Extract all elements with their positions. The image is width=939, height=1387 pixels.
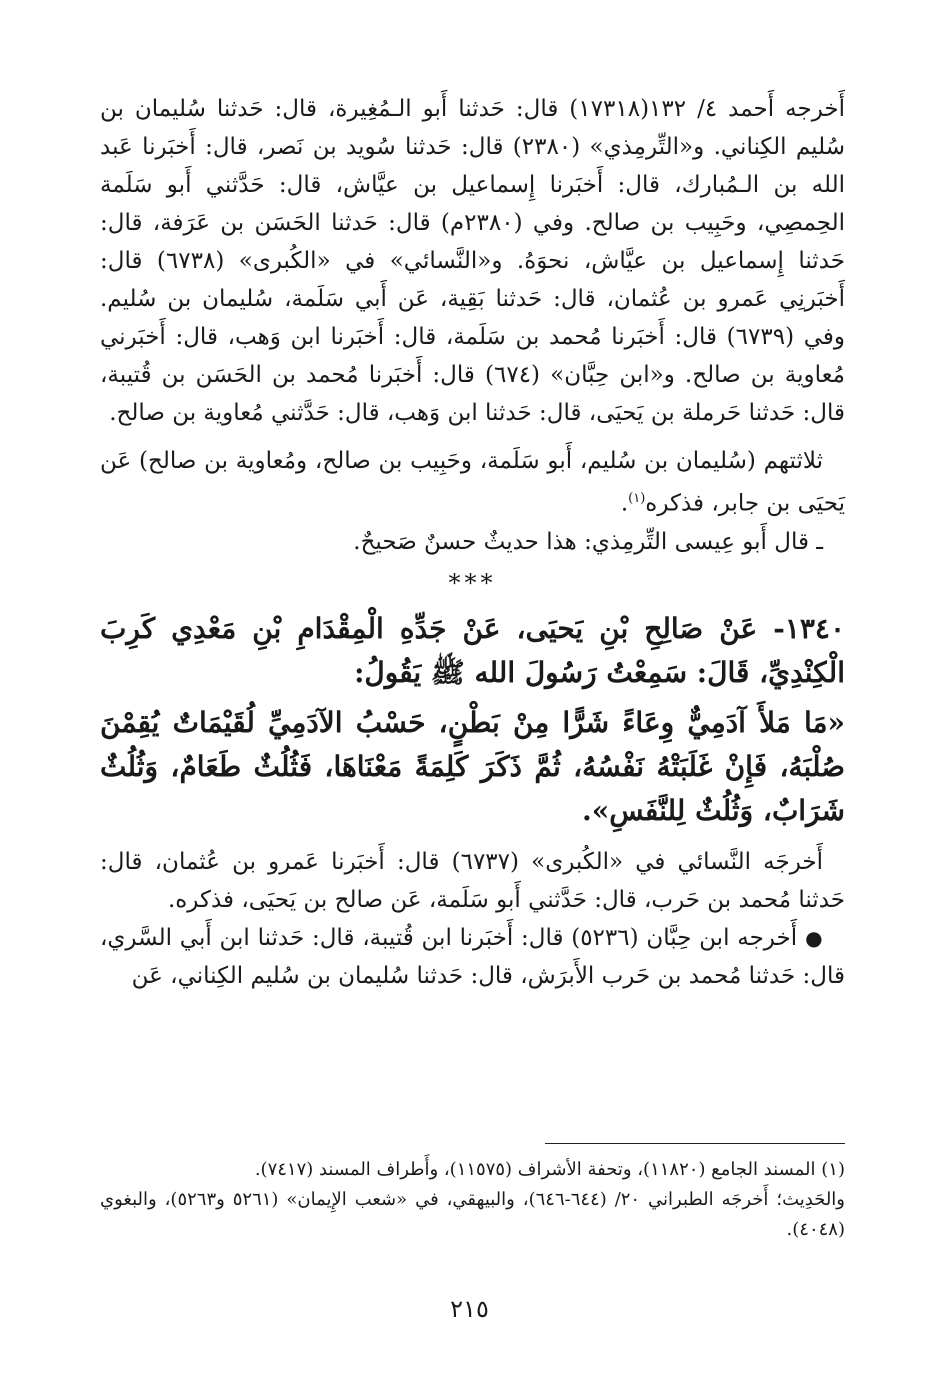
takhrij-paragraph-1: أَخرجه أَحمد ٤/ ١٣٢(١٧٣١٨) قال: حَدثنا أَبو الـمُغِيرة، قال: حَدثنا سُليمان بن سُليم الكِناني. و«التِّرمِذي» (٢٣٨٠) قال: حَدثنا سُويد بن نَصر، قال: أَخبَرنا عَبد الله بن الـمُبارك، قال: أَخبَرنا إِسماعيل بن عيَّاش، قال: حَدَّثني أَبو سَلَمة الحِمصِي، وحَبِيب بن صالح. وفي (٢٣٨٠م) قال: حَدثنا الحَسَن بن عَرَفة، قال: حَدثنا إِسماعيل بن عيَّاش، نحوَهُ. و«النَّسائي» في «الكُبرى» (٦٧٣٨) قال: أَخبَرنِي عَمرو بن عُثمان، قال: حَدثنا بَقِية، عَن أَبي سَلَمة، سُليمان بن سُليم. وفي (٦٧٣٩) قال: أَخبَرنا مُحمد بن سَلَمة، قال: أَخبَرنا ابن وَهب، قال: أَخبَرني مُعاوية بن صالح. و«ابن حِبَّان» (٦٧٤) قال: أَخبَرنا مُحمد بن الحَسَن بن قُتيبة، قال: حَدثنا حَرملة بن يَحيَى، قال: حَدثنا ابن وَهب، قال: حَدَّثني مُعاوية بن صالح.	[100, 96, 846, 426]
paragraph-2-end: .	[620, 490, 629, 517]
takhrij-paragraph-4: أَخرجَه النَّسائي في «الكُبرى» (٦٧٣٧) قال: أَخبَرنا عَمرو بن عُثمان، قال: حَدثنا مُحمد بن حَرب، قال: حَدَّثني أَبو سَلَمة، عَن صالح بن يَحيَى، فذكره.	[100, 848, 845, 913]
paragraph-5-text: أَخرجه ابن حِبَّان (٥٢٣٦) قال: أَخبَرنا ابن قُتيبة، قال: حَدثنا ابن أَبي السَّري، قال: حَدثنا مُحمد بن حَرب الأَبرَش، قال: حَدثنا سُليمان بن سُليم الكِناني، عَن	[100, 924, 845, 989]
footnote-separator	[545, 1143, 845, 1144]
footnotes	[100, 1155, 845, 1245]
section-divider-stars: ***	[448, 568, 497, 597]
footnote-ref-1: (١)	[628, 491, 646, 506]
page-body	[100, 90, 845, 995]
hadith-heading: ١٣٤٠- عَنْ صَالِحِ بْنِ يَحيَى، عَنْ جَدِّهِ الْمِقْدَامِ بْنِ مَعْدِي كَرِبَ الْكِنْدِيِّ، قَالَ: سَمِعْتُ رَسُولَ الله ﷺ يَقُولُ:	[100, 611, 845, 689]
footnote-1: (١) المسند الجامع (١١٨٢٠)، وتحفة الأشراف (١١٥٧٥)، وأَطراف المسند (٧٤١٧).	[254, 1159, 845, 1180]
takhrij-paragraph-2	[100, 442, 845, 523]
takhrij-paragraph-5	[100, 919, 845, 995]
bullet-icon: ●	[805, 925, 823, 950]
hadith-text: «مَا مَلأَ آدَمِيٌّ وِعَاءً شَرًّا مِنْ بَطْنٍ، حَسْبُ الآدَمِيِّ لُقَيْمَاتٌ يُقِمْنَ صُلْبَهُ، فَإِنْ غَلَبَتْهُ نَفْسُهُ، ثُمَّ ذَكَرَ كَلِمَةً مَعْنَاهَا، فَثُلُثٌ طَعَامٌ، وَثُلُثٌ شَرَابٌ، وَثُلُثٌ لِلنَّفَسِ».	[100, 705, 845, 827]
paragraph-2-text: ثلاثتهم (سُليمان بن سُليم، أَبو سَلَمة، وحَبِيب بن صالح، ومُعاوية بن صالح) عَن يَحيَى بن جابر، فذكره	[100, 448, 845, 517]
tirmidhi-grading: ـ قال أَبو عِيسى التِّرمِذي: هذا حديثٌ حسنٌ صَحيحٌ.	[353, 528, 823, 555]
footnote-1-continued: والحَدِيث؛ أَخرجَه الطبراني ٢٠/ (٦٤٤-٦٤٦)، والبيهقي، في «شعب الإِيمان» (٥٢٦١ و٥٢٦٣)، والبغوي (٤٠٤٨).	[100, 1189, 846, 1240]
page-number: ٢١٥	[450, 1295, 489, 1323]
